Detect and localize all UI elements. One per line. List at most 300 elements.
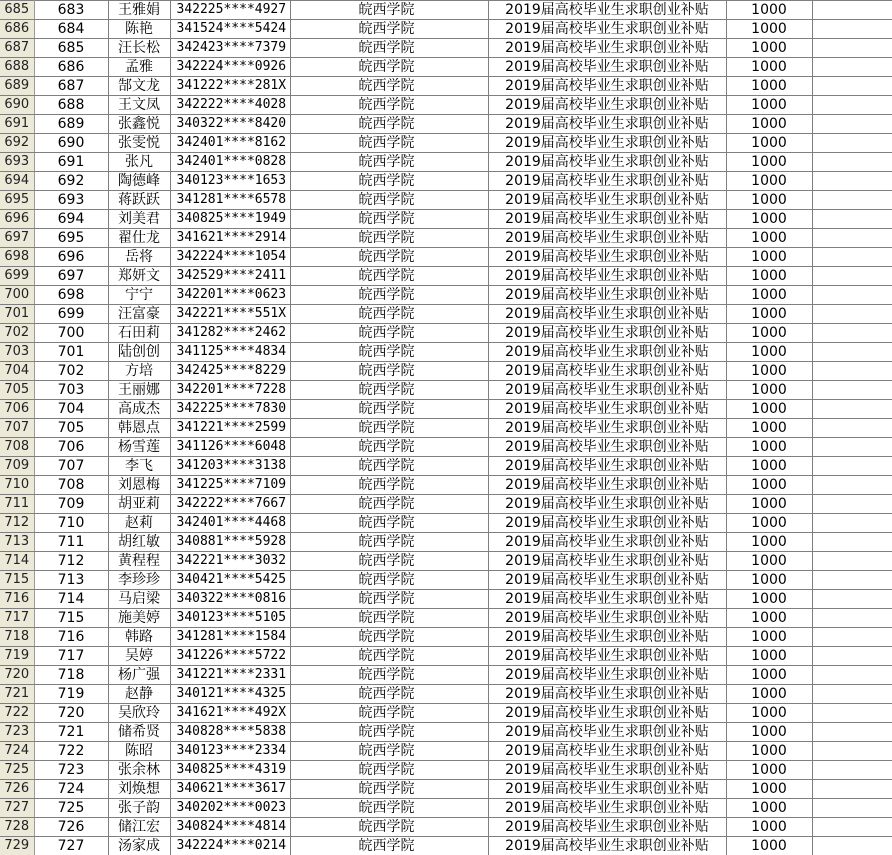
cell-school[interactable]: 皖西学院 — [290, 267, 488, 286]
cell-seq[interactable]: 720 — [34, 704, 108, 723]
cell-id-number[interactable]: 340123****2334 — [170, 742, 290, 761]
row-header[interactable]: 701 — [0, 305, 34, 324]
cell-school[interactable]: 皖西学院 — [290, 229, 488, 248]
cell-seq[interactable]: 715 — [34, 609, 108, 628]
cell-id-number[interactable]: 341203****3138 — [170, 457, 290, 476]
cell-seq[interactable]: 709 — [34, 495, 108, 514]
cell-name[interactable]: 汪富豪 — [108, 305, 170, 324]
cell-id-number[interactable]: 342401****8162 — [170, 134, 290, 153]
cell-seq[interactable]: 702 — [34, 362, 108, 381]
cell-seq[interactable]: 701 — [34, 343, 108, 362]
row-header[interactable]: 699 — [0, 267, 34, 286]
cell-empty[interactable] — [812, 799, 892, 818]
cell-name[interactable]: 岳将 — [108, 248, 170, 267]
cell-subsidy-item[interactable]: 2019届高校毕业生求职创业补贴 — [488, 343, 726, 362]
row-header[interactable]: 726 — [0, 780, 34, 799]
cell-name[interactable]: 储希贤 — [108, 723, 170, 742]
cell-seq[interactable]: 711 — [34, 533, 108, 552]
cell-subsidy-item[interactable]: 2019届高校毕业生求职创业补贴 — [488, 590, 726, 609]
cell-school[interactable]: 皖西学院 — [290, 590, 488, 609]
cell-name[interactable]: 施美婷 — [108, 609, 170, 628]
cell-school[interactable]: 皖西学院 — [290, 96, 488, 115]
cell-amount[interactable]: 1000 — [726, 229, 812, 248]
cell-seq[interactable]: 688 — [34, 96, 108, 115]
cell-seq[interactable]: 703 — [34, 381, 108, 400]
row-header[interactable]: 700 — [0, 286, 34, 305]
cell-amount[interactable]: 1000 — [726, 191, 812, 210]
cell-empty[interactable] — [812, 590, 892, 609]
row-header[interactable]: 685 — [0, 1, 34, 20]
cell-id-number[interactable]: 340881****5928 — [170, 533, 290, 552]
cell-subsidy-item[interactable]: 2019届高校毕业生求职创业补贴 — [488, 400, 726, 419]
cell-seq[interactable]: 712 — [34, 552, 108, 571]
row-header[interactable]: 693 — [0, 153, 34, 172]
cell-subsidy-item[interactable]: 2019届高校毕业生求职创业补贴 — [488, 495, 726, 514]
cell-name[interactable]: 杨雪莲 — [108, 438, 170, 457]
row-header[interactable]: 709 — [0, 457, 34, 476]
cell-subsidy-item[interactable]: 2019届高校毕业生求职创业补贴 — [488, 362, 726, 381]
cell-empty[interactable] — [812, 742, 892, 761]
cell-id-number[interactable]: 341282****2462 — [170, 324, 290, 343]
cell-school[interactable]: 皖西学院 — [290, 305, 488, 324]
cell-id-number[interactable]: 340123****1653 — [170, 172, 290, 191]
cell-name[interactable]: 刘美君 — [108, 210, 170, 229]
cell-id-number[interactable]: 342224****0926 — [170, 58, 290, 77]
row-header[interactable]: 703 — [0, 343, 34, 362]
cell-subsidy-item[interactable]: 2019届高校毕业生求职创业补贴 — [488, 153, 726, 172]
cell-school[interactable]: 皖西学院 — [290, 58, 488, 77]
cell-amount[interactable]: 1000 — [726, 172, 812, 191]
cell-school[interactable]: 皖西学院 — [290, 571, 488, 590]
cell-empty[interactable] — [812, 837, 892, 855]
cell-id-number[interactable]: 340322****0816 — [170, 590, 290, 609]
cell-school[interactable]: 皖西学院 — [290, 20, 488, 39]
cell-subsidy-item[interactable]: 2019届高校毕业生求职创业补贴 — [488, 381, 726, 400]
cell-amount[interactable]: 1000 — [726, 305, 812, 324]
cell-name[interactable]: 马启梁 — [108, 590, 170, 609]
cell-amount[interactable]: 1000 — [726, 267, 812, 286]
cell-empty[interactable] — [812, 305, 892, 324]
cell-school[interactable]: 皖西学院 — [290, 1, 488, 20]
cell-subsidy-item[interactable]: 2019届高校毕业生求职创业补贴 — [488, 248, 726, 267]
cell-empty[interactable] — [812, 115, 892, 134]
cell-amount[interactable]: 1000 — [726, 818, 812, 837]
cell-amount[interactable]: 1000 — [726, 115, 812, 134]
cell-id-number[interactable]: 342201****0623 — [170, 286, 290, 305]
cell-name[interactable]: 宁宁 — [108, 286, 170, 305]
cell-name[interactable]: 胡亚莉 — [108, 495, 170, 514]
cell-empty[interactable] — [812, 533, 892, 552]
cell-empty[interactable] — [812, 58, 892, 77]
cell-amount[interactable]: 1000 — [726, 343, 812, 362]
cell-empty[interactable] — [812, 457, 892, 476]
row-header[interactable]: 729 — [0, 837, 34, 855]
cell-name[interactable]: 李飞 — [108, 457, 170, 476]
row-header[interactable]: 721 — [0, 685, 34, 704]
cell-subsidy-item[interactable]: 2019届高校毕业生求职创业补贴 — [488, 286, 726, 305]
row-header[interactable]: 704 — [0, 362, 34, 381]
cell-seq[interactable]: 716 — [34, 628, 108, 647]
cell-amount[interactable]: 1000 — [726, 628, 812, 647]
row-header[interactable]: 692 — [0, 134, 34, 153]
cell-id-number[interactable]: 341221****2331 — [170, 666, 290, 685]
cell-empty[interactable] — [812, 419, 892, 438]
cell-amount[interactable]: 1000 — [726, 438, 812, 457]
cell-subsidy-item[interactable]: 2019届高校毕业生求职创业补贴 — [488, 324, 726, 343]
row-header[interactable]: 694 — [0, 172, 34, 191]
cell-amount[interactable]: 1000 — [726, 514, 812, 533]
cell-school[interactable]: 皖西学院 — [290, 457, 488, 476]
cell-subsidy-item[interactable]: 2019届高校毕业生求职创业补贴 — [488, 305, 726, 324]
cell-empty[interactable] — [812, 267, 892, 286]
cell-amount[interactable]: 1000 — [726, 457, 812, 476]
cell-school[interactable]: 皖西学院 — [290, 552, 488, 571]
cell-name[interactable]: 郜文龙 — [108, 77, 170, 96]
cell-seq[interactable]: 696 — [34, 248, 108, 267]
cell-empty[interactable] — [812, 514, 892, 533]
cell-school[interactable]: 皖西学院 — [290, 362, 488, 381]
cell-name[interactable]: 王丽娜 — [108, 381, 170, 400]
row-header[interactable]: 728 — [0, 818, 34, 837]
cell-subsidy-item[interactable]: 2019届高校毕业生求职创业补贴 — [488, 761, 726, 780]
cell-empty[interactable] — [812, 20, 892, 39]
cell-seq[interactable]: 690 — [34, 134, 108, 153]
cell-subsidy-item[interactable]: 2019届高校毕业生求职创业补贴 — [488, 96, 726, 115]
row-header[interactable]: 724 — [0, 742, 34, 761]
cell-empty[interactable] — [812, 723, 892, 742]
cell-school[interactable]: 皖西学院 — [290, 495, 488, 514]
cell-empty[interactable] — [812, 685, 892, 704]
cell-school[interactable]: 皖西学院 — [290, 172, 488, 191]
cell-seq[interactable]: 727 — [34, 837, 108, 855]
cell-school[interactable]: 皖西学院 — [290, 286, 488, 305]
cell-id-number[interactable]: 341281****1584 — [170, 628, 290, 647]
cell-seq[interactable]: 693 — [34, 191, 108, 210]
cell-amount[interactable]: 1000 — [726, 400, 812, 419]
cell-empty[interactable] — [812, 172, 892, 191]
cell-seq[interactable]: 691 — [34, 153, 108, 172]
cell-amount[interactable]: 1000 — [726, 419, 812, 438]
cell-empty[interactable] — [812, 134, 892, 153]
cell-subsidy-item[interactable]: 2019届高校毕业生求职创业补贴 — [488, 476, 726, 495]
cell-id-number[interactable]: 341225****7109 — [170, 476, 290, 495]
cell-empty[interactable] — [812, 666, 892, 685]
cell-name[interactable]: 张鑫悦 — [108, 115, 170, 134]
cell-name[interactable]: 吴婷 — [108, 647, 170, 666]
cell-school[interactable]: 皖西学院 — [290, 799, 488, 818]
row-header[interactable]: 686 — [0, 20, 34, 39]
cell-name[interactable]: 张凡 — [108, 153, 170, 172]
cell-amount[interactable]: 1000 — [726, 286, 812, 305]
row-header[interactable]: 695 — [0, 191, 34, 210]
cell-empty[interactable] — [812, 552, 892, 571]
cell-seq[interactable]: 726 — [34, 818, 108, 837]
cell-empty[interactable] — [812, 1, 892, 20]
cell-name[interactable]: 胡红敏 — [108, 533, 170, 552]
cell-empty[interactable] — [812, 704, 892, 723]
cell-empty[interactable] — [812, 324, 892, 343]
cell-id-number[interactable]: 341222****281X — [170, 77, 290, 96]
cell-empty[interactable] — [812, 476, 892, 495]
cell-id-number[interactable]: 342401****0828 — [170, 153, 290, 172]
cell-name[interactable]: 方培 — [108, 362, 170, 381]
cell-empty[interactable] — [812, 761, 892, 780]
cell-name[interactable]: 陈艳 — [108, 20, 170, 39]
row-header[interactable]: 719 — [0, 647, 34, 666]
cell-school[interactable]: 皖西学院 — [290, 77, 488, 96]
cell-seq[interactable]: 723 — [34, 761, 108, 780]
cell-amount[interactable]: 1000 — [726, 39, 812, 58]
cell-subsidy-item[interactable]: 2019届高校毕业生求职创业补贴 — [488, 210, 726, 229]
row-header[interactable]: 689 — [0, 77, 34, 96]
cell-seq[interactable]: 717 — [34, 647, 108, 666]
cell-id-number[interactable]: 340825****1949 — [170, 210, 290, 229]
cell-id-number[interactable]: 341621****492X — [170, 704, 290, 723]
cell-id-number[interactable]: 340824****4814 — [170, 818, 290, 837]
cell-seq[interactable]: 708 — [34, 476, 108, 495]
row-header[interactable]: 706 — [0, 400, 34, 419]
cell-id-number[interactable]: 342425****8229 — [170, 362, 290, 381]
cell-id-number[interactable]: 342225****7830 — [170, 400, 290, 419]
cell-school[interactable]: 皖西学院 — [290, 723, 488, 742]
cell-id-number[interactable]: 341524****5424 — [170, 20, 290, 39]
row-header[interactable]: 716 — [0, 590, 34, 609]
row-header[interactable]: 723 — [0, 723, 34, 742]
cell-empty[interactable] — [812, 77, 892, 96]
cell-school[interactable]: 皖西学院 — [290, 742, 488, 761]
cell-seq[interactable]: 710 — [34, 514, 108, 533]
cell-empty[interactable] — [812, 39, 892, 58]
cell-school[interactable]: 皖西学院 — [290, 343, 488, 362]
cell-name[interactable]: 张子韵 — [108, 799, 170, 818]
cell-seq[interactable]: 724 — [34, 780, 108, 799]
cell-seq[interactable]: 714 — [34, 590, 108, 609]
cell-subsidy-item[interactable]: 2019届高校毕业生求职创业补贴 — [488, 628, 726, 647]
cell-school[interactable]: 皖西学院 — [290, 704, 488, 723]
cell-empty[interactable] — [812, 438, 892, 457]
cell-empty[interactable] — [812, 495, 892, 514]
cell-amount[interactable]: 1000 — [726, 58, 812, 77]
cell-id-number[interactable]: 342222****7667 — [170, 495, 290, 514]
cell-empty[interactable] — [812, 229, 892, 248]
cell-seq[interactable]: 713 — [34, 571, 108, 590]
cell-subsidy-item[interactable]: 2019届高校毕业生求职创业补贴 — [488, 457, 726, 476]
cell-empty[interactable] — [812, 96, 892, 115]
cell-id-number[interactable]: 340621****3617 — [170, 780, 290, 799]
cell-subsidy-item[interactable]: 2019届高校毕业生求职创业补贴 — [488, 704, 726, 723]
cell-subsidy-item[interactable]: 2019届高校毕业生求职创业补贴 — [488, 609, 726, 628]
row-header[interactable]: 722 — [0, 704, 34, 723]
cell-subsidy-item[interactable]: 2019届高校毕业生求职创业补贴 — [488, 419, 726, 438]
cell-seq[interactable]: 683 — [34, 1, 108, 20]
cell-amount[interactable]: 1000 — [726, 134, 812, 153]
cell-seq[interactable]: 689 — [34, 115, 108, 134]
row-header[interactable]: 720 — [0, 666, 34, 685]
cell-name[interactable]: 翟仕龙 — [108, 229, 170, 248]
cell-amount[interactable]: 1000 — [726, 609, 812, 628]
cell-empty[interactable] — [812, 191, 892, 210]
cell-amount[interactable]: 1000 — [726, 495, 812, 514]
cell-school[interactable]: 皖西学院 — [290, 248, 488, 267]
cell-name[interactable]: 储江宏 — [108, 818, 170, 837]
cell-seq[interactable]: 706 — [34, 438, 108, 457]
cell-subsidy-item[interactable]: 2019届高校毕业生求职创业补贴 — [488, 172, 726, 191]
cell-subsidy-item[interactable]: 2019届高校毕业生求职创业补贴 — [488, 799, 726, 818]
cell-amount[interactable]: 1000 — [726, 1, 812, 20]
cell-amount[interactable]: 1000 — [726, 837, 812, 855]
cell-school[interactable]: 皖西学院 — [290, 476, 488, 495]
cell-seq[interactable]: 705 — [34, 419, 108, 438]
cell-school[interactable]: 皖西学院 — [290, 818, 488, 837]
cell-id-number[interactable]: 341621****2914 — [170, 229, 290, 248]
cell-subsidy-item[interactable]: 2019届高校毕业生求职创业补贴 — [488, 571, 726, 590]
cell-amount[interactable]: 1000 — [726, 571, 812, 590]
row-header[interactable]: 691 — [0, 115, 34, 134]
cell-subsidy-item[interactable]: 2019届高校毕业生求职创业补贴 — [488, 837, 726, 855]
cell-name[interactable]: 张雯悦 — [108, 134, 170, 153]
cell-id-number[interactable]: 341125****4834 — [170, 343, 290, 362]
cell-subsidy-item[interactable]: 2019届高校毕业生求职创业补贴 — [488, 647, 726, 666]
row-header[interactable]: 715 — [0, 571, 34, 590]
cell-amount[interactable]: 1000 — [726, 324, 812, 343]
cell-subsidy-item[interactable]: 2019届高校毕业生求职创业补贴 — [488, 39, 726, 58]
cell-empty[interactable] — [812, 153, 892, 172]
cell-school[interactable]: 皖西学院 — [290, 381, 488, 400]
row-header[interactable]: 705 — [0, 381, 34, 400]
cell-school[interactable]: 皖西学院 — [290, 419, 488, 438]
row-header[interactable]: 687 — [0, 39, 34, 58]
cell-amount[interactable]: 1000 — [726, 248, 812, 267]
cell-school[interactable]: 皖西学院 — [290, 609, 488, 628]
cell-seq[interactable]: 721 — [34, 723, 108, 742]
cell-amount[interactable]: 1000 — [726, 381, 812, 400]
row-header[interactable]: 688 — [0, 58, 34, 77]
cell-id-number[interactable]: 342221****3032 — [170, 552, 290, 571]
cell-amount[interactable]: 1000 — [726, 20, 812, 39]
cell-school[interactable]: 皖西学院 — [290, 514, 488, 533]
cell-school[interactable]: 皖西学院 — [290, 837, 488, 855]
cell-school[interactable]: 皖西学院 — [290, 115, 488, 134]
cell-id-number[interactable]: 342224****1054 — [170, 248, 290, 267]
cell-name[interactable]: 张余林 — [108, 761, 170, 780]
cell-amount[interactable]: 1000 — [726, 742, 812, 761]
cell-name[interactable]: 汤家成 — [108, 837, 170, 855]
cell-empty[interactable] — [812, 609, 892, 628]
cell-empty[interactable] — [812, 818, 892, 837]
row-header[interactable]: 718 — [0, 628, 34, 647]
cell-subsidy-item[interactable]: 2019届高校毕业生求职创业补贴 — [488, 723, 726, 742]
cell-amount[interactable]: 1000 — [726, 780, 812, 799]
cell-id-number[interactable]: 342423****7379 — [170, 39, 290, 58]
cell-id-number[interactable]: 341126****6048 — [170, 438, 290, 457]
row-header[interactable]: 713 — [0, 533, 34, 552]
cell-school[interactable]: 皖西学院 — [290, 780, 488, 799]
cell-amount[interactable]: 1000 — [726, 590, 812, 609]
cell-amount[interactable]: 1000 — [726, 96, 812, 115]
cell-seq[interactable]: 718 — [34, 666, 108, 685]
cell-id-number[interactable]: 342221****551X — [170, 305, 290, 324]
cell-subsidy-item[interactable]: 2019届高校毕业生求职创业补贴 — [488, 742, 726, 761]
cell-amount[interactable]: 1000 — [726, 666, 812, 685]
cell-seq[interactable]: 722 — [34, 742, 108, 761]
cell-name[interactable]: 孟雅 — [108, 58, 170, 77]
cell-amount[interactable]: 1000 — [726, 723, 812, 742]
cell-empty[interactable] — [812, 210, 892, 229]
cell-subsidy-item[interactable]: 2019届高校毕业生求职创业补贴 — [488, 229, 726, 248]
cell-name[interactable]: 陶德峰 — [108, 172, 170, 191]
cell-school[interactable]: 皖西学院 — [290, 400, 488, 419]
cell-name[interactable]: 刘焕想 — [108, 780, 170, 799]
cell-amount[interactable]: 1000 — [726, 77, 812, 96]
cell-id-number[interactable]: 340421****5425 — [170, 571, 290, 590]
cell-name[interactable]: 韩路 — [108, 628, 170, 647]
cell-school[interactable]: 皖西学院 — [290, 533, 488, 552]
cell-id-number[interactable]: 340322****8420 — [170, 115, 290, 134]
row-header[interactable]: 712 — [0, 514, 34, 533]
cell-amount[interactable]: 1000 — [726, 153, 812, 172]
cell-name[interactable]: 汪长松 — [108, 39, 170, 58]
cell-empty[interactable] — [812, 400, 892, 419]
cell-school[interactable]: 皖西学院 — [290, 685, 488, 704]
cell-seq[interactable]: 725 — [34, 799, 108, 818]
cell-school[interactable]: 皖西学院 — [290, 210, 488, 229]
cell-id-number[interactable]: 341221****2599 — [170, 419, 290, 438]
cell-name[interactable]: 赵莉 — [108, 514, 170, 533]
cell-empty[interactable] — [812, 571, 892, 590]
cell-seq[interactable]: 692 — [34, 172, 108, 191]
cell-seq[interactable]: 697 — [34, 267, 108, 286]
cell-seq[interactable]: 685 — [34, 39, 108, 58]
cell-empty[interactable] — [812, 248, 892, 267]
row-header[interactable]: 698 — [0, 248, 34, 267]
cell-seq[interactable]: 687 — [34, 77, 108, 96]
cell-seq[interactable]: 707 — [34, 457, 108, 476]
row-header[interactable]: 690 — [0, 96, 34, 115]
cell-amount[interactable]: 1000 — [726, 210, 812, 229]
cell-school[interactable]: 皖西学院 — [290, 666, 488, 685]
row-header[interactable]: 727 — [0, 799, 34, 818]
cell-empty[interactable] — [812, 647, 892, 666]
cell-id-number[interactable]: 340121****4325 — [170, 685, 290, 704]
row-header[interactable]: 707 — [0, 419, 34, 438]
cell-subsidy-item[interactable]: 2019届高校毕业生求职创业补贴 — [488, 267, 726, 286]
cell-subsidy-item[interactable]: 2019届高校毕业生求职创业补贴 — [488, 191, 726, 210]
cell-name[interactable]: 王雅娟 — [108, 1, 170, 20]
cell-name[interactable]: 吴欣玲 — [108, 704, 170, 723]
cell-name[interactable]: 黄程程 — [108, 552, 170, 571]
cell-subsidy-item[interactable]: 2019届高校毕业生求职创业补贴 — [488, 438, 726, 457]
cell-name[interactable]: 陈昭 — [108, 742, 170, 761]
cell-subsidy-item[interactable]: 2019届高校毕业生求职创业补贴 — [488, 58, 726, 77]
cell-id-number[interactable]: 341281****6578 — [170, 191, 290, 210]
cell-seq[interactable]: 700 — [34, 324, 108, 343]
cell-id-number[interactable]: 342225****4927 — [170, 1, 290, 20]
cell-subsidy-item[interactable]: 2019届高校毕业生求职创业补贴 — [488, 134, 726, 153]
cell-subsidy-item[interactable]: 2019届高校毕业生求职创业补贴 — [488, 780, 726, 799]
row-header[interactable]: 710 — [0, 476, 34, 495]
cell-school[interactable]: 皖西学院 — [290, 153, 488, 172]
cell-id-number[interactable]: 342401****4468 — [170, 514, 290, 533]
cell-subsidy-item[interactable]: 2019届高校毕业生求职创业补贴 — [488, 666, 726, 685]
row-header[interactable]: 708 — [0, 438, 34, 457]
cell-name[interactable]: 刘恩梅 — [108, 476, 170, 495]
cell-amount[interactable]: 1000 — [726, 476, 812, 495]
row-header[interactable]: 697 — [0, 229, 34, 248]
row-header[interactable]: 714 — [0, 552, 34, 571]
row-header[interactable]: 696 — [0, 210, 34, 229]
cell-school[interactable]: 皖西学院 — [290, 438, 488, 457]
cell-seq[interactable]: 684 — [34, 20, 108, 39]
